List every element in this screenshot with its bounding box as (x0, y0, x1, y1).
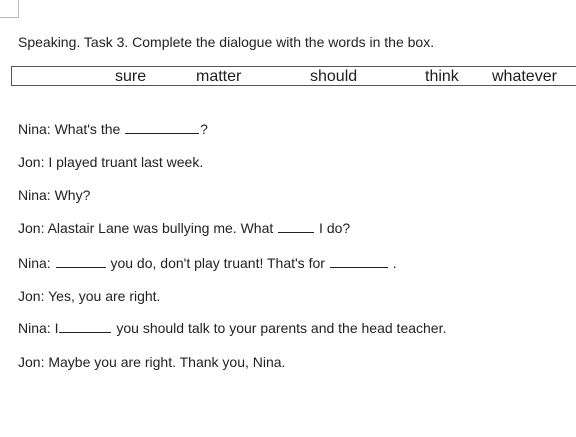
dialogue-text: I (54, 320, 59, 336)
word-box-item: whatever (492, 68, 557, 85)
speaker-name: Nina: (18, 187, 51, 203)
dialogue-text: Yes, you are right. (48, 288, 161, 304)
dialogue-line (18, 220, 350, 237)
speaker-name: Nina: (18, 255, 51, 271)
speaker-name: Jon: (18, 288, 45, 304)
dialogue-text: I do? (319, 220, 351, 236)
word-box-item: sure (115, 68, 147, 85)
word-box-item: should (310, 68, 358, 85)
dialogue-text: ? (200, 121, 208, 137)
dialogue-line (18, 320, 446, 337)
dialogue-text: . (392, 255, 397, 271)
speaker-name: Jon: (18, 154, 45, 170)
word-box-item: think (425, 68, 459, 85)
task-title: Speaking. Task 3. Complete the dialogue with the words in the box. (18, 34, 435, 50)
dialogue-line (18, 154, 203, 171)
dialogue-text: I played truant last week. (48, 154, 204, 170)
speaker-name: Nina: (18, 121, 51, 137)
dialogue-line (18, 354, 285, 371)
word-box-item: matter (196, 68, 242, 85)
dialogue-line (18, 187, 90, 204)
speaker-name: Jon: (18, 354, 45, 370)
dialogue-text: What's the (54, 121, 121, 137)
answer-blank[interactable] (278, 222, 314, 233)
dialogue-text: you do, don't play truant! That's for (110, 255, 325, 271)
speaker-name: Jon: (18, 220, 45, 236)
dialogue-line (18, 121, 208, 138)
dialogue-text: Maybe you are right. Thank you, Nina. (48, 354, 286, 370)
answer-blank[interactable] (125, 123, 199, 134)
dialogue-line (18, 288, 160, 305)
dialogue-text: Alastair Lane was bullying me. What (47, 220, 274, 236)
dialogue-text: Why? (54, 187, 91, 203)
answer-blank[interactable] (56, 257, 106, 268)
word-box (11, 66, 576, 86)
dialogue-text: you should talk to your parents and the head teacher. (116, 320, 447, 336)
answer-blank[interactable] (330, 257, 388, 268)
answer-blank[interactable] (59, 322, 111, 333)
page-corner-marker (0, 0, 19, 18)
dialogue-line (18, 255, 397, 272)
speaker-name: Nina: (18, 320, 51, 336)
